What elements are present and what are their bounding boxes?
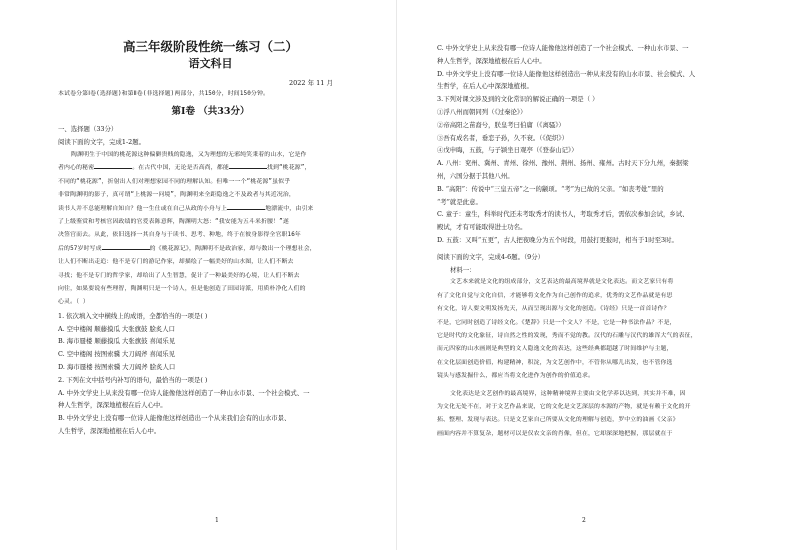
passage-line: 陶渊明生于中国的桃花源这种偏僻贵贱的隐逸，又为理想的无邪纯笑秉着的山水，它是作 — [71, 152, 307, 158]
passage-line: 不同的“桃花源”，折射出人们对理想家园不同的理解认知。但唯一一个“桃花源”虽似乎 — [58, 178, 291, 185]
answer-option: 种人生哲学，深深地植根在后人心中。 — [437, 56, 546, 65]
reading-passage — [58, 149, 363, 310]
passage-line: 让人们不断出走追：他不是专门的游记作家，却描绘了一幅美好的山水图，让人们不断去 — [58, 259, 294, 266]
passage-line: 寻找；他不是专门的哲学家，却给出了人生智慧，促计了一种最美好的心境，让人们不断去 — [58, 272, 300, 279]
question-2 — [58, 374, 363, 438]
section-title: 第Ⅰ卷 （共33分） — [171, 106, 250, 118]
exam-page-2 — [397, 0, 794, 550]
question-stem: 1. 依次填入文中横线上的成语，全都恰当的一项是( ) — [58, 311, 208, 320]
answer-option: “考”就是此意。 — [437, 197, 482, 206]
question-3 — [437, 93, 754, 247]
material-line: 不是，它同时创造了诗经文化。《楚辞》只是一个文人？不是，它是一种书法作品？不是， — [437, 319, 676, 326]
fill-blank — [94, 168, 132, 169]
passage-text: 后的57岁时写成 — [58, 245, 102, 252]
material-line: 画面内容并不算复杂，题材可以是仅农文亲的肖像，但在，它却深深地把握，那层就在于 — [437, 430, 673, 437]
passage-text: 者内心的秘密 — [58, 165, 95, 172]
answer-option: D. 海市蜃楼 按图索骥 大刀阔斧 脍炙人口 — [58, 363, 176, 372]
passage-line: 心灵。（ ） — [58, 299, 89, 306]
passage-text: 读书人并不总能理解自知自？他一生仕或在自己从政的小舟与上 — [58, 205, 228, 212]
answer-option: 殿试，才有可能取得进士功名。 — [437, 223, 527, 232]
exam-intro: 本试卷分第Ⅰ卷(选择题)和第Ⅱ卷(非选择题)两部分，共150分，时间150分钟。 — [58, 91, 270, 97]
question-item: ④戊申晦，五鼓，与子颍坐日观亭（《登泰山记》） — [437, 146, 578, 155]
fill-blank — [102, 249, 150, 250]
exam-date: 2022 年 11 月 — [288, 79, 333, 87]
answer-option: C. 空中楼阁 按图索骥 大刀阔斧 喜闻乐见 — [58, 350, 176, 359]
material-line: 而元四家的山水画则是典型的文人隐逸文化的表达，这些经典都超越了时间维护与主题， — [437, 346, 673, 353]
answer-option: 生哲学，在后人心中深深地植根。 — [437, 82, 533, 91]
answer-option: B. “高阳”：传说中“三皇五帝”之一的颛顼。“考”为已故的父亲。“如丧考妣”里的 — [437, 184, 664, 193]
material-line: 文艺本来就是文化的组成部分，文艺表达的最高境界就是文化表达。而文艺家只有将 — [450, 279, 674, 286]
reading-instruction: 阅读下面的文字，完成1-2题。 — [58, 138, 145, 147]
answer-option: D. 中外文学史上没有哪一位诗人能像他这样创造出一种从来没有的山水市景、社会模式、人 — [437, 69, 696, 78]
passage-line — [58, 243, 363, 256]
page-number: 1 — [215, 517, 219, 524]
answer-option: A. 中外文学史上从来没有哪一位诗人能像他这样创造了一种山水市景、一个社会模式、一 — [58, 388, 310, 397]
material-line: 文化表达是文艺创作的最高境界，这种精神境界主要由文化学养以达到，其实并不难，因 — [450, 390, 686, 397]
question-1 — [58, 310, 363, 374]
question-item: ③吾有成名者，垂恋子孙，久不衰。（《促织》） — [437, 133, 568, 142]
answer-option: D. 五鼓：又叫“五更”，古人把夜晚分为五个时段，用鼓打更报时，相当于1时至3时。 — [437, 235, 678, 244]
fill-blank — [227, 209, 265, 210]
answer-option: A. 空中楼阁 顺藤摸瓜 大张旗鼓 脍炙人口 — [58, 324, 176, 333]
answer-option: C. 童子：童生，科举时代还未考取秀才的读书人，考取秀才后，需依次参加会试，乡试、 — [437, 210, 689, 219]
fill-blank — [229, 168, 267, 169]
part-one-heading: 一、选择题（33分） — [58, 125, 118, 134]
passage-text: 地漂流中，由引来 — [265, 205, 314, 212]
passage-line — [58, 162, 363, 175]
question-2-continued — [437, 42, 754, 93]
material-line: 有文化，诗人要文明发扬先天，从而呈现出源与文化的创造。《诗经》只是一首首诗作？ — [437, 306, 670, 313]
material-label: 材料一： — [450, 265, 476, 274]
question-stem: 2. 下列在文中括号内补写的语句，最恰当的一项是( ) — [58, 375, 208, 384]
answer-option: B. 中外文学史上没有哪一位诗人能像他这样创造出一个从来我们会有的山水市景、 — [58, 414, 291, 423]
answer-option: 人生哲学，深深地植根在后人心中。 — [58, 427, 161, 436]
answer-option: 州，六国分据于其他八州。 — [437, 171, 514, 180]
material-line: 拓、整理、发现与表达。只是文艺家自己所要从文化的理解与创造，罗中立的油画《父亲》 — [437, 417, 679, 424]
exam-title: 高三年级阶段性统一练习（二） — [122, 39, 298, 54]
material-line: 有了文化自觉与文化自信，才能够将文化作为自己创作的追求，优秀的文艺作品就是有思 — [437, 292, 673, 299]
question-item: ②帝高阳之苗裔兮，朕皇考曰伯庸（《离骚》） — [437, 120, 565, 129]
material-line: 在文化层面创造价值，构建精神，积淀，为文艺创作中，不管你从哪儿出发，也不管你选 — [437, 359, 673, 366]
passage-line: 非常陶渊明的影子，真可谓“上桃源一问境”，陶渊明来全距隐逸之不及政者与其近况治， — [58, 192, 295, 199]
passage-line: 决签官而去。从此，依旧选择一其自身与于读书、思考、种地，终于在彼身影得全官职16年 — [58, 232, 301, 239]
answer-option: A. 八州：兖州、冀州、青州、徐州、豫州、荆州、扬州、雍州。古时天下分九州，秦据梁 — [437, 159, 689, 168]
material-line: 为文化无处不在，对于文艺作品来说，它的文化是文艺深层的本源的产物，就是有赖于文化的开 — [437, 404, 691, 410]
passage-line: 向往，如果要说有些理智，陶渊明只是一个诗人，但是他创造了田园诗派，用质朴净化人们的 — [58, 286, 306, 293]
answer-option: 种人生哲学，深深地植根在后人心中。 — [58, 401, 167, 410]
passage-text: 。在古代中国，无论是否高尚，都能 — [132, 165, 229, 172]
passage-text: 的《桃花源记》，陶渊明不是政治家，却与数出一个理想社会， — [149, 245, 316, 252]
material-line: 它是时代的文化象征，诗自然之性的发现，秀而不觉的教。汉代的石雕与汉代的雄浑大气的表征， — [437, 332, 697, 339]
passage-text: 找到“桃花源”， — [266, 165, 311, 172]
answer-option: B. 海市蜃楼 顺藤摸瓜 大张旗鼓 喜闻乐见 — [58, 337, 176, 346]
passage-line — [58, 203, 363, 216]
material-passage — [437, 276, 754, 441]
answer-option: C. 中外文学史上从来没有哪一位诗人能像他这样创造了一个社会模式、一种山水市景、一 — [437, 44, 689, 52]
material-line: 镜头与感发掘什么，都应当将文化进作为创作的价值追求。 — [437, 373, 595, 380]
exam-subject: 语文科目 — [188, 57, 233, 70]
reading-instruction: 阅读下面的文字，完成4-6题。（9分） — [437, 252, 545, 261]
passage-line: 了上级鉴赏和考核官因政绩的官爱表陈意辉，陶渊明大怒：“我安能为五斗米折腰！”遂 — [58, 219, 289, 226]
page-number: 2 — [582, 517, 586, 524]
question-stem: 3.下列对课文涉及到的文化常识的解说正确的一项是（ ） — [437, 95, 599, 104]
question-item: ①浮八州而朝同列（《过秦论》） — [437, 107, 527, 116]
